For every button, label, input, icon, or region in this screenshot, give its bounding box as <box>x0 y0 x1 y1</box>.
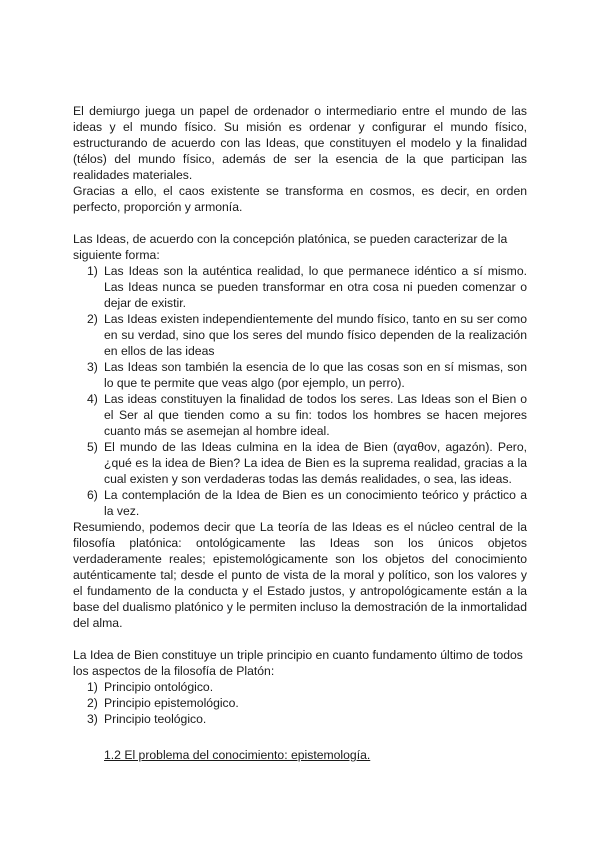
paragraph-demiurgo: El demiurgo juega un papel de ordenador o intermediario entre el mundo de las ideas y el mundo físico. Su misión es ordenar y configurar el mundo físico, estructurando de acuerdo con las Ideas, que constituyen el modelo y la finalidad (télos) del mundo físico, además de ser la esencia de la que participan las realidades materiales. <box>73 104 527 182</box>
document-page <box>73 103 527 763</box>
list-item: 6) La contemplación de la Idea de Bien es un conocimiento teórico y práctico a la vez. <box>87 488 527 518</box>
list-item: 2) Principio epistemológico. <box>87 696 239 710</box>
paragraph-caos-cosmos: Gracias a ello, el caos existente se transforma en cosmos, es decir, en orden perfecto, proporción y armonía. <box>73 184 527 214</box>
list-item: 2) Las Ideas existen independientemente del mundo físico, tanto en su ser como en su verdad, sino que los seres del mundo físico dependen de la realización en ellos de las ideas <box>87 312 527 358</box>
paragraph-ideas-intro: Las Ideas, de acuerdo con la concepción platónica, se pueden caracterizar de la siguiente forma: <box>73 232 508 262</box>
paragraph-idea-de-bien: La Idea de Bien constituye un triple principio en cuanto fundamento último de todos los aspectos de la filosofía de Platón: <box>73 648 523 678</box>
list-item: 3) Las Ideas son también la esencia de lo que las cosas son en sí mismas, son lo que te permite que veas algo (por ejemplo, un perro). <box>87 360 527 390</box>
list-item: 3) Principio teológico. <box>87 712 207 726</box>
list-item: 4) Las ideas constituyen la finalidad de todos los seres. Las Ideas son el Bien o el Ser al que tienden como a su fin: todos los hombres se hacen mejores cuanto más se asemejan al hombre ideal. <box>87 392 527 438</box>
section-heading: 1.2 El problema del conocimiento: epistemología. <box>104 748 371 762</box>
ideas-characteristics-list <box>73 263 527 519</box>
principles-list <box>73 679 527 727</box>
paragraph-resumiendo: Resumiendo, podemos decir que La teoría de las Ideas es el núcleo central de la filosofía platónica: ontológicamente las Ideas son los únicos objetos verdaderamente reales; epistemológicamente son los objetos del conocimiento auténticamente tal; desde el punto de vista de la moral y político, son los valores y el fundamento de la conducta y el Estado justos, y antropológicamente están a la base del dualismo platónico y le permiten incluso la demostración de la inmortalidad del alma. <box>73 520 527 630</box>
list-item: 1) Las Ideas son la auténtica realidad, lo que permanece idéntico a sí mismo. Las Ideas nunca se pueden transformar en otra cosa ni pueden comenzar o dejar de existir. <box>87 264 527 310</box>
list-item: 1) Principio ontológico. <box>87 680 214 694</box>
list-item: 5) El mundo de las Ideas culmina en la idea de Bien (αγαθον, agazón). Pero, ¿qué es la idea de Bien? La idea de Bien es la suprema realidad, gracias a la cual existen y son verdaderas todas las demás realidades, o sea, las ideas. <box>87 440 527 486</box>
